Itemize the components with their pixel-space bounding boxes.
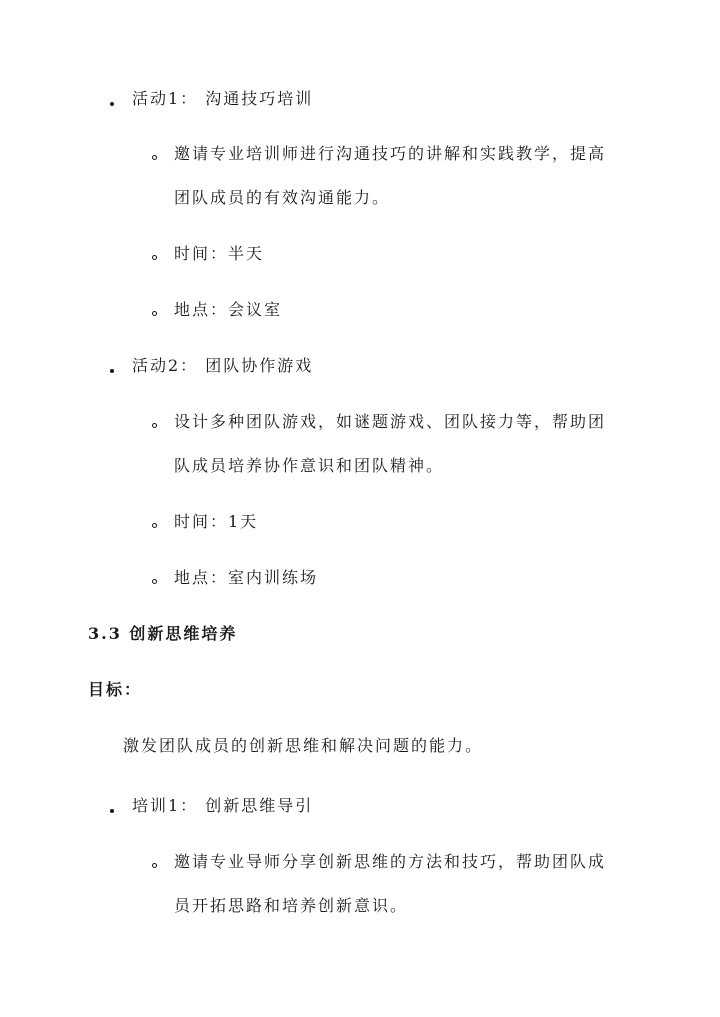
circle-bullet-icon: [152, 863, 157, 868]
activity1-desc-line1: 邀请专业培训师进行沟通技巧的讲解和实践教学，提高: [174, 144, 607, 163]
training1-desc-line2: 员开拓思路和培养创新意识。: [174, 896, 409, 915]
activity1-desc-line2: 团队成员的有效沟通能力。: [174, 188, 391, 207]
goal-label: 目标：: [88, 680, 143, 699]
circle-bullet-icon: [152, 523, 157, 528]
circle-bullet-icon: [152, 423, 157, 428]
goal-text: 激发团队成员的创新思维和解决问题的能力。: [123, 736, 484, 755]
training1-title: 培训1： 创新思维导引: [132, 796, 314, 815]
activity1-title: 活动1： 沟通技巧培训: [132, 89, 314, 108]
bullet-icon: [110, 102, 114, 106]
bullet-icon: [110, 809, 114, 813]
circle-bullet-icon: [152, 255, 157, 260]
bullet-icon: [110, 369, 114, 373]
activity1-time: 时间：半天: [174, 244, 265, 263]
circle-bullet-icon: [152, 155, 157, 160]
circle-bullet-icon: [152, 311, 157, 316]
activity2-title: 活动2： 团队协作游戏: [132, 356, 314, 375]
training1-desc-line1: 邀请专业导师分享创新思维的方法和技巧，帮助团队成: [174, 852, 607, 871]
activity2-place: 地点：室内训练场: [174, 568, 319, 587]
activity2-desc-line2: 队成员培养协作意识和团队精神。: [174, 456, 445, 475]
activity2-time: 时间：1天: [174, 512, 259, 531]
activity1-place: 地点：会议室: [174, 300, 283, 319]
section-heading: 3.3 创新思维培养: [88, 624, 238, 643]
activity2-desc-line1: 设计多种团队游戏，如谜题游戏、团队接力等，帮助团: [174, 412, 607, 431]
circle-bullet-icon: [152, 579, 157, 584]
